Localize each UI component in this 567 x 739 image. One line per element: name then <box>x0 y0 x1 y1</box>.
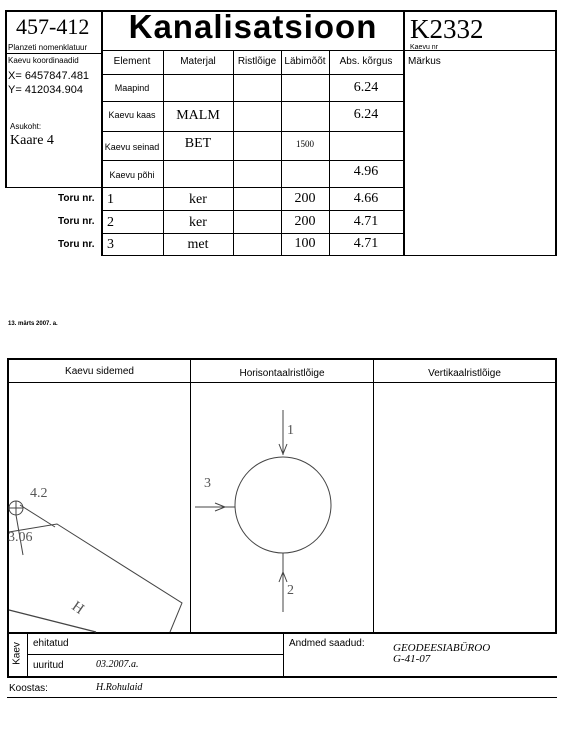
measured-value: 03.2007.a. <box>96 659 139 670</box>
coord-x: X= 6457847.481 <box>8 70 90 82</box>
pipe-3-label: 3 <box>204 476 211 491</box>
section-ties-title: Kaevu sidemed <box>65 366 134 377</box>
row-element-label: Kaevu kaas <box>108 110 156 120</box>
pipe-number: 3 <box>107 237 114 252</box>
pipe-material: ker <box>189 192 207 207</box>
section-horizontal-title: Horisontaalristlõige <box>239 368 325 379</box>
page-title: Kanalisatsioon <box>128 8 378 45</box>
ties-sketch <box>9 501 182 632</box>
measured-label: uuritud <box>33 660 64 671</box>
col-header-material: Materjal <box>180 56 216 67</box>
pipe-label: Toru nr. <box>58 239 95 250</box>
row-abs-value: 6.24 <box>353 80 379 95</box>
data-source-value: GEODEESIABÜROO <box>393 642 491 654</box>
row-abs-value: 6.24 <box>353 107 379 122</box>
coord-y: Y= 412034.904 <box>8 84 83 96</box>
pipe-diameter: 200 <box>294 214 316 229</box>
house-outline <box>9 524 182 632</box>
data-source-code: G-41-07 <box>393 653 431 665</box>
map-sheet-label: Planzeti nomenklatuur <box>8 43 88 52</box>
row-element-label: Kaevu seinad <box>104 142 160 152</box>
pipe-label: Toru nr. <box>58 193 95 204</box>
tie-distance-1: 4.2 <box>30 486 48 501</box>
row-material-value: MALM <box>176 108 220 123</box>
compiled-label: Koostas: <box>9 683 48 694</box>
pipe-material: met <box>187 237 209 252</box>
house-marker: H <box>68 598 87 618</box>
location-label: Asukoht: <box>10 122 42 131</box>
pipe-material: ker <box>189 215 207 230</box>
pipe-diameter: 100 <box>294 236 316 251</box>
pipe-number: 2 <box>107 215 114 230</box>
pipe-diameter: 200 <box>294 191 316 206</box>
well-side-label: Kaev <box>11 642 23 665</box>
col-header-diameter: Läbimõõt <box>284 56 326 67</box>
section-vertical-title: Vertikaalristlõige <box>428 368 501 379</box>
pipe-1-label: 1 <box>287 423 294 438</box>
pipe-abs: 4.66 <box>353 191 379 206</box>
pipe-2-label: 2 <box>287 583 294 598</box>
well-number: K2332 <box>410 14 484 44</box>
pipe-number: 1 <box>107 192 114 207</box>
pipe-abs: 4.71 <box>353 236 379 251</box>
col-header-remarks: Märkus <box>408 56 441 67</box>
row-abs-value: 4.96 <box>353 164 379 179</box>
row-element-label: Maapind <box>114 83 150 93</box>
built-label: ehitatud <box>33 638 69 649</box>
pipe-label: Toru nr. <box>58 216 95 227</box>
col-header-abs-height: Abs. kõrgus <box>339 56 393 67</box>
data-source-label: Andmed saadud: <box>289 638 365 649</box>
well-outline-circle <box>235 457 331 553</box>
tie-distance-2: 3.06 <box>8 530 33 545</box>
col-header-cross-section: Ristlõige <box>237 56 277 67</box>
col-header-element: Element <box>113 56 151 67</box>
well-number-label: Kaevu nr <box>410 44 439 51</box>
location-value: Kaare 4 <box>10 133 54 148</box>
compiled-value: H.Rohulaid <box>96 682 143 693</box>
horizontal-section-sketch <box>195 410 331 612</box>
row-material-value: BET <box>184 136 212 151</box>
row-diameter-value: 1500 <box>296 139 314 149</box>
row-element-label: Kaevu põhi <box>109 170 155 180</box>
pipe-abs: 4.71 <box>353 214 379 229</box>
map-sheet-number: 457-412 <box>16 14 90 39</box>
coords-label: Kaevu koordinaadid <box>8 56 79 65</box>
house-edge <box>9 610 96 632</box>
date-note: 13. märts 2007. a. <box>8 321 58 327</box>
tie-line-1 <box>20 505 55 527</box>
